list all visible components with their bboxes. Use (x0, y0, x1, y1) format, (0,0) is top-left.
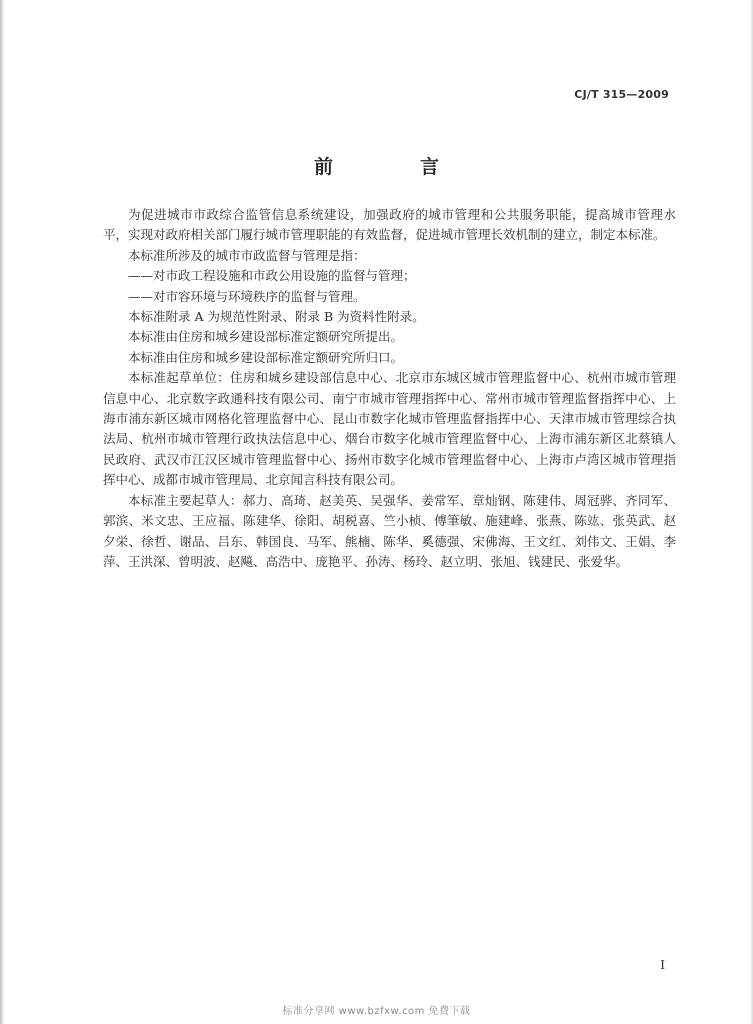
paragraph-scope-item-2: ——对市容环境与环境秩序的监督与管理。 (128, 288, 366, 304)
foreword-body (103, 205, 676, 572)
paragraph-managed-by: 本标准由住房和城乡建设部标准定额研究所归口。 (128, 349, 404, 365)
page-title: 前 言 (313, 156, 473, 178)
paragraph-appendix: 本标准附录 A 为规范性附录、附录 B 为资料性附录。 (128, 309, 425, 325)
page-number: I (660, 958, 665, 972)
paragraph-proposed-by: 本标准由住房和城乡建设部标准定额研究所提出。 (128, 329, 404, 345)
watermark-text: 标准分享网 www.bzfxw.com 免费下载 (282, 1006, 471, 1017)
paragraph-purpose: 为促进城市市政综合监管信息系统建设，加强政府的城市管理和公共服务职能，提高城市管理水平，实现对政府相关部门履行城市管理职能的有效监督，促进城市管理长效机制的建立，制定本标准。 (103, 207, 676, 243)
paragraph-drafting-units: 本标准起草单位：住房和城乡建设部信息中心、北京市东城区城市管理监督中心、杭州市城市管理信息中心、北京数字政通科技有限公司、南宁市城市管理指挥中心、常州市城市管理监督指挥中心、上海市浦东新区城市网格化管理监督中心、昆山市数字化城市管理监督指挥中心、天津市城市管理综合执法局、杭州市城市管理行政执法信息中心、烟台市数字化城市管理监督中心、上海市浦东新区北蔡镇人民政府、武汉市江汉区城市管理监督中心、扬州市数字化城市管理监督中心、上海市卢湾区城市管理指挥中心、成都市城市管理局、北京闻言科技有限公司。 (103, 370, 676, 488)
standard-code: CJ/T 315—2009 (574, 88, 669, 101)
paragraph-scope-item-1: ——对市政工程设施和市政公用设施的监督与管理； (128, 268, 416, 284)
paragraph-scope-intro: 本标准所涉及的城市市政监督与管理是指： (128, 247, 366, 263)
paragraph-drafters: 本标准主要起草人：郝力、高琦、赵美英、吴强华、姜常军、章灿钢、陈建伟、周冠骅、齐同军、郭滨、米文忠、王应福、陈建华、徐阳、胡税喜、竺小桢、傅筆敏、施建峰、张燕、陈竑、张英武、赵夕栄、徐哲、谢品、吕东、韩国良、马军、熊楠、陈华、奚德强、宋佛海、王文红、刘伟文、王娟、李萍、王洪深、曾明波、赵飚、高浩中、庞艳平、孙涛、杨玲、赵立明、张旭、钱建民、张爱华。 (103, 492, 676, 569)
